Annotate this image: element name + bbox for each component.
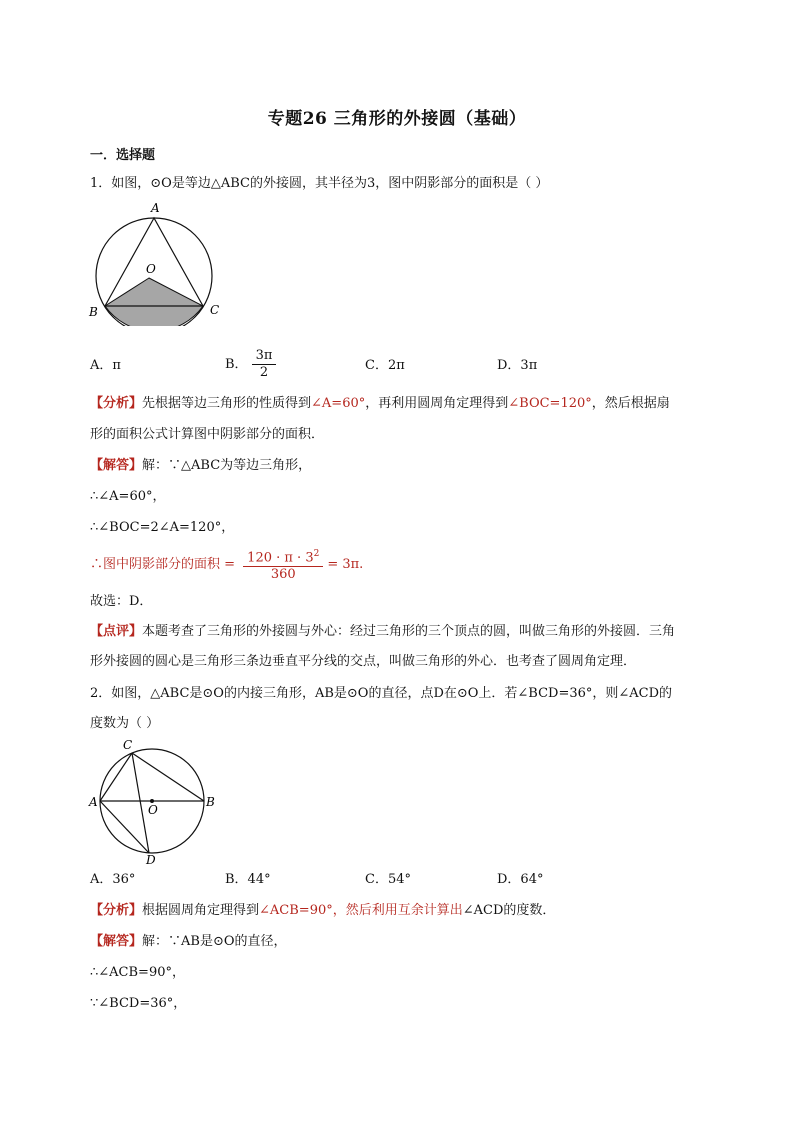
q2-option-d: D．64° [497,872,544,887]
q1-label-a: A [151,201,160,215]
q1-label-o: O [146,262,156,276]
q1-figure [86,196,231,326]
q2-segment-ca [100,753,132,801]
q2-stem-line-1: 2．如图，△ABC是⊙O的内接三角形，AB是⊙O的直径，点D在⊙O上．若∠BCD=36°，则∠ACD的 [90,686,673,701]
q1-answer-line-2: ∴∠A=60°， [90,489,166,504]
q1-comment-line-2: 形外接圆的圆心是三角形三条边垂直平分线的交点，叫做三角形的外心．也考查了圆周角定理． [90,654,637,669]
q1-label-c: C [210,303,220,317]
page-title: 专题26 三角形的外接圆（基础） [267,109,527,129]
q1-answer-line-4: ∴图中阴影部分的面积 = $\frac{120 \cdot \pi \cdot 3^2}{360}$ = 3π. [90,546,363,583]
q2-stem-line-2: 度数为（ ） [90,716,160,731]
q2-figure [86,736,221,866]
q2-label-d: D [146,853,156,866]
q2-analysis-line: 【分析】根据圆周角定理得到∠ACB=90°，然后利用互余计算出∠ACD的度数． [90,903,556,918]
q1-comment-line-1: 【点评】本题考查了三角形的外接圆与外心：经过三角形的三个顶点的圆，叫做三角形的外接圆．三角 [90,624,676,639]
q2-answer-line-1: 【解答】解：∵AB是⊙O的直径， [90,934,287,949]
q1-option-a: A．π [90,358,121,373]
q2-label-b: B [206,795,215,809]
q2-option-b: B．44° [225,872,271,887]
q2-answer-line-2: ∴∠ACB=90°， [90,965,185,980]
q2-option-c: C．54° [365,872,411,887]
q1-label-b: B [89,305,98,319]
q2-option-a: A．36° [90,872,136,887]
q2-answer-line-3: ∵∠BCD=36°， [90,996,187,1011]
q1-option-b: B． $\frac{3\pi}{2}$ [225,348,280,381]
q2-label-a: A [89,795,98,809]
q2-segment-cb [132,753,204,801]
q1-option-d: D．3π [497,358,538,373]
q1-analysis-line-1: 【分析】先根据等边三角形的性质得到∠A=60°，再利用圆周角定理得到∠BOC=120°，然后根据扇 [90,396,670,411]
q1-choice: 故选：D． [90,594,153,609]
q1-option-c: C．2π [365,358,405,373]
q2-label-o: O [148,803,158,817]
q1-answer-line-1: 【解答】解：∵△ABC为等边三角形， [90,458,312,473]
q1-analysis-line-2: 形的面积公式计算图中阴影部分的面积． [90,427,325,442]
q1-shaded-sector [105,278,203,326]
section-heading: 一．选择题 [90,148,156,163]
q2-label-c: C [123,738,133,752]
q1-stem: 1．如图，⊙O是等边△ABC的外接圆，其半径为3，图中阴影部分的面积是（ ） [90,176,549,191]
q1-answer-line-3: ∴∠BOC=2∠A=120°， [90,520,235,535]
